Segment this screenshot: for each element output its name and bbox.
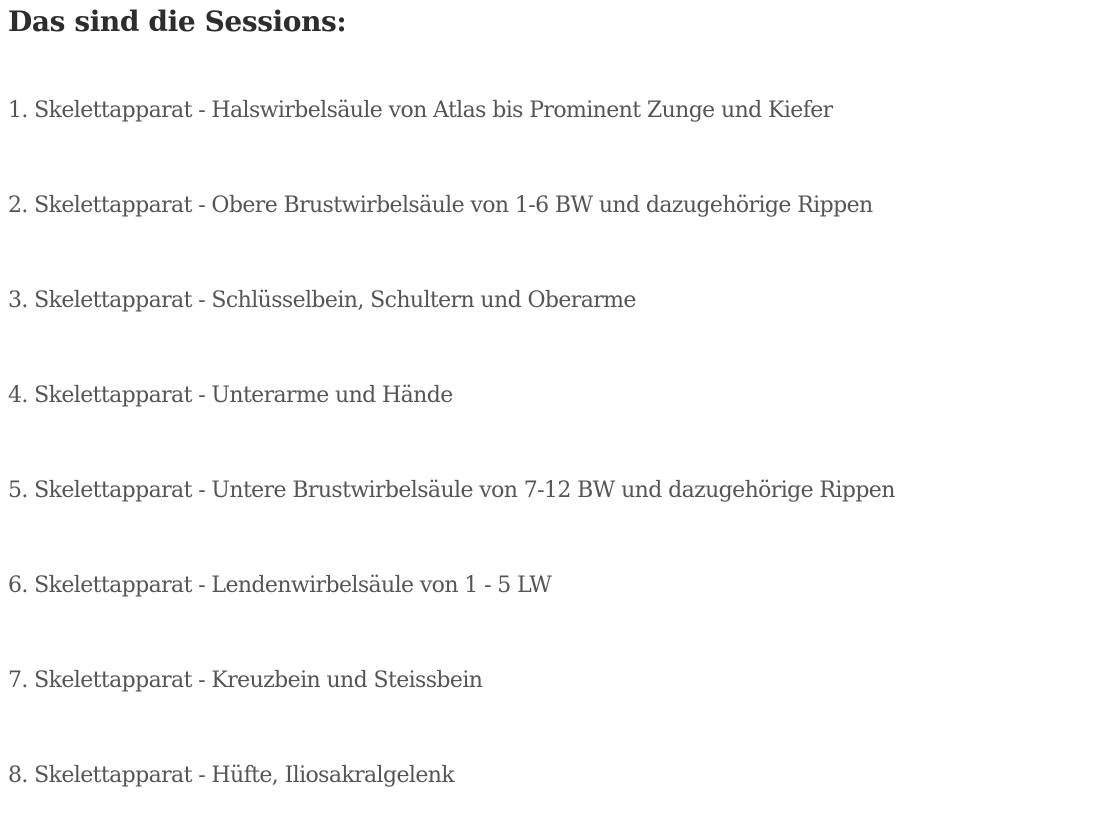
session-item-5: 5. Skelettapparat - Untere Brustwirbelsäule von 7-12 BW und dazugehörige Rippen xyxy=(8,478,895,503)
page-heading: Das sind die Sessions: xyxy=(8,5,347,38)
session-item-2: 2. Skelettapparat - Obere Brustwirbelsäule von 1-6 BW und dazugehörige Rippen xyxy=(8,193,873,218)
session-item-1: 1. Skelettapparat - Halswirbelsäule von Atlas bis Prominent Zunge und Kiefer xyxy=(8,98,833,123)
session-item-7: 7. Skelettapparat - Kreuzbein und Steissbein xyxy=(8,668,483,693)
session-item-6: 6. Skelettapparat - Lendenwirbelsäule von 1 - 5 LW xyxy=(8,573,552,598)
session-item-8: 8. Skelettapparat - Hüfte, Iliosakralgelenk xyxy=(8,763,455,788)
session-item-4: 4. Skelettapparat - Unterarme und Hände xyxy=(8,383,453,408)
session-item-3: 3. Skelettapparat - Schlüsselbein, Schultern und Oberarme xyxy=(8,288,636,313)
